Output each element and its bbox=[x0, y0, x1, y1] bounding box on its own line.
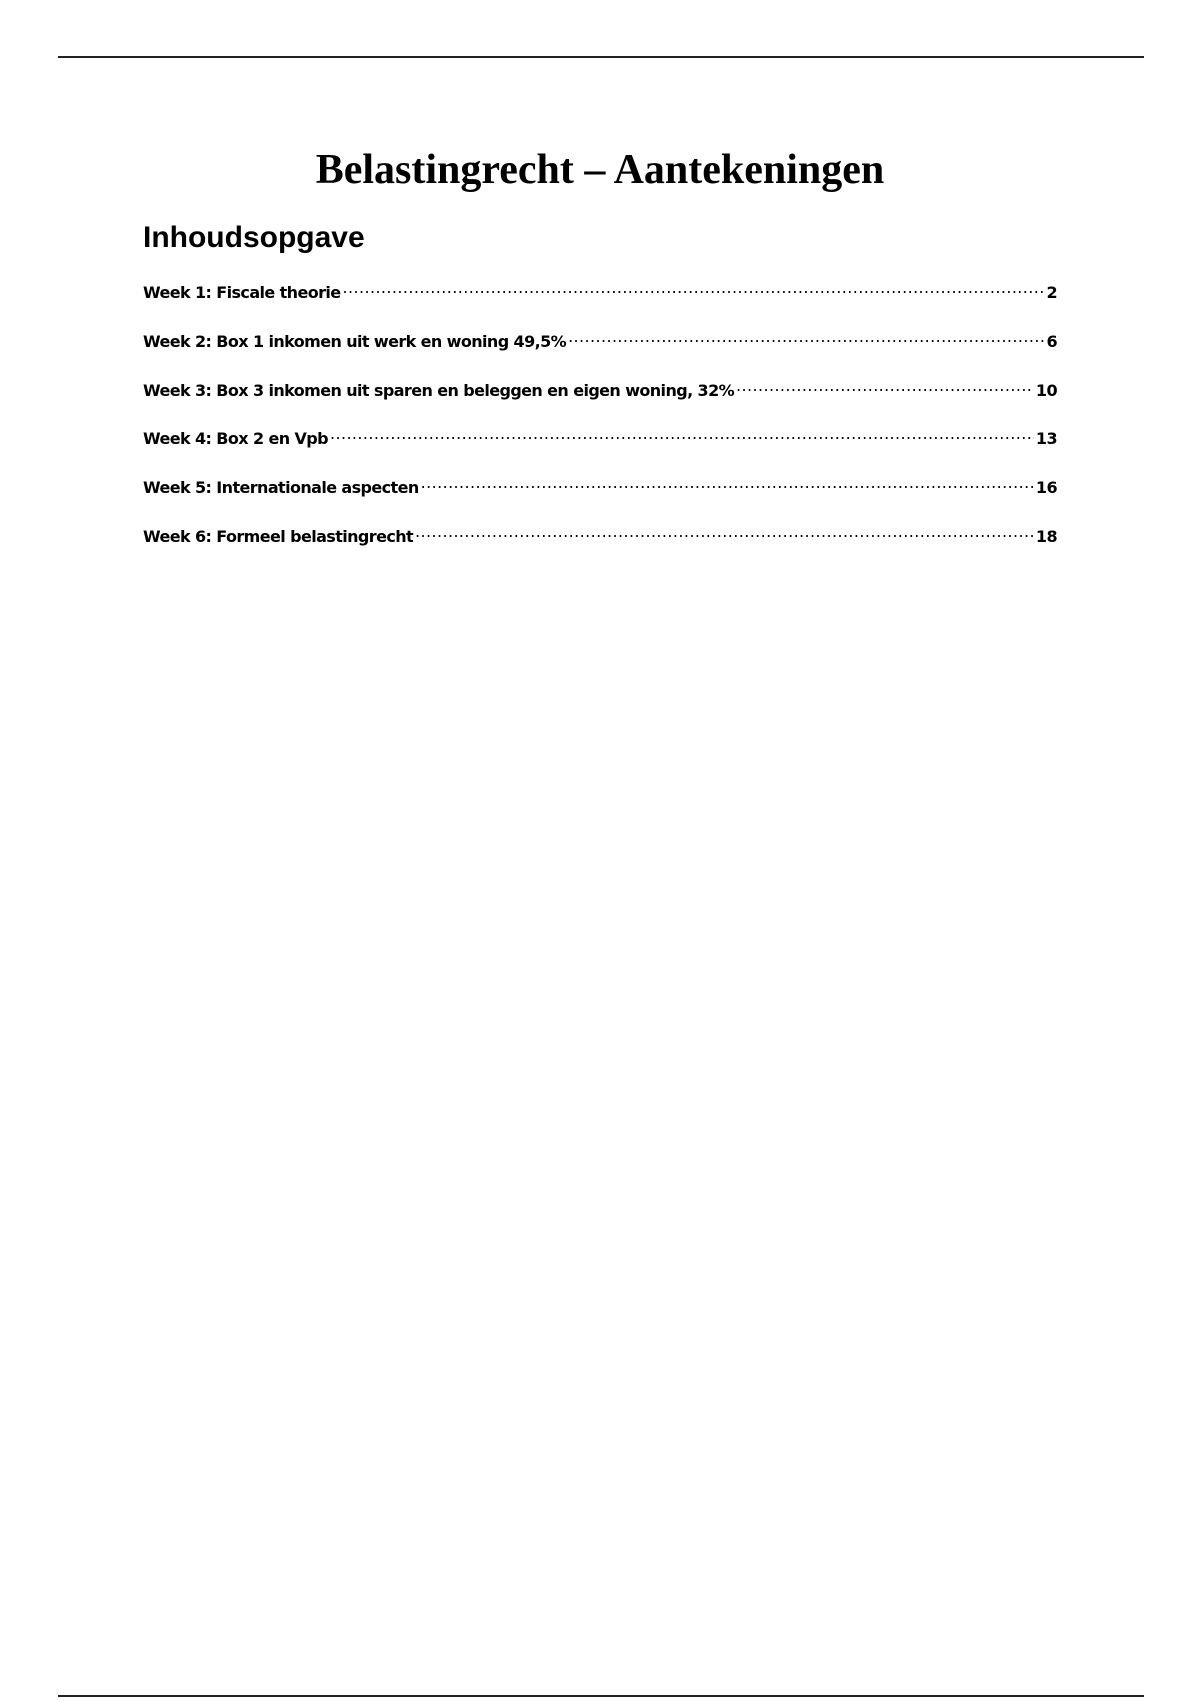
toc-entry-week-2[interactable] bbox=[143, 327, 1057, 376]
toc-entry-label: Week 2: Box 1 inkomen uit werk en woning 49,5% bbox=[143, 331, 567, 351]
toc-entry-week-5[interactable] bbox=[143, 473, 1057, 522]
toc-entry-page: 2 bbox=[1046, 283, 1057, 302]
toc-entry-label: Week 5: Internationale aspecten bbox=[143, 478, 419, 498]
toc-entry-week-1[interactable] bbox=[143, 278, 1057, 327]
toc-entry-week-4[interactable] bbox=[143, 424, 1057, 473]
dot-leader bbox=[736, 376, 1034, 396]
toc-entry-label: Week 4: Box 2 en Vpb bbox=[143, 429, 328, 449]
toc-entry-label: Week 6: Formeel belastingrecht bbox=[143, 526, 414, 546]
header-rule bbox=[58, 56, 1144, 58]
dot-leader bbox=[415, 522, 1034, 542]
table-of-contents bbox=[143, 278, 1057, 571]
toc-entry-page: 18 bbox=[1035, 526, 1057, 546]
toc-entry-page: 6 bbox=[1046, 331, 1057, 351]
dot-leader bbox=[568, 327, 1044, 347]
toc-heading: Inhoudsopgave bbox=[143, 221, 365, 254]
document-title: Belastingrecht – Aantekeningen bbox=[315, 147, 885, 193]
toc-entry-week-6[interactable] bbox=[143, 522, 1057, 571]
toc-entry-label: Week 3: Box 3 inkomen uit sparen en beleggen en eigen woning, 32% bbox=[143, 380, 735, 400]
toc-entry-page: 13 bbox=[1035, 429, 1057, 449]
dot-leader bbox=[421, 473, 1034, 493]
toc-entry-page: 10 bbox=[1035, 380, 1057, 400]
toc-entry-label: Week 1: Fiscale theorie bbox=[143, 283, 341, 302]
footer-rule bbox=[58, 1695, 1144, 1697]
toc-entry-week-3[interactable] bbox=[143, 376, 1057, 425]
toc-entry-page: 16 bbox=[1035, 478, 1057, 498]
dot-leader bbox=[343, 278, 1045, 298]
dot-leader bbox=[330, 424, 1034, 444]
